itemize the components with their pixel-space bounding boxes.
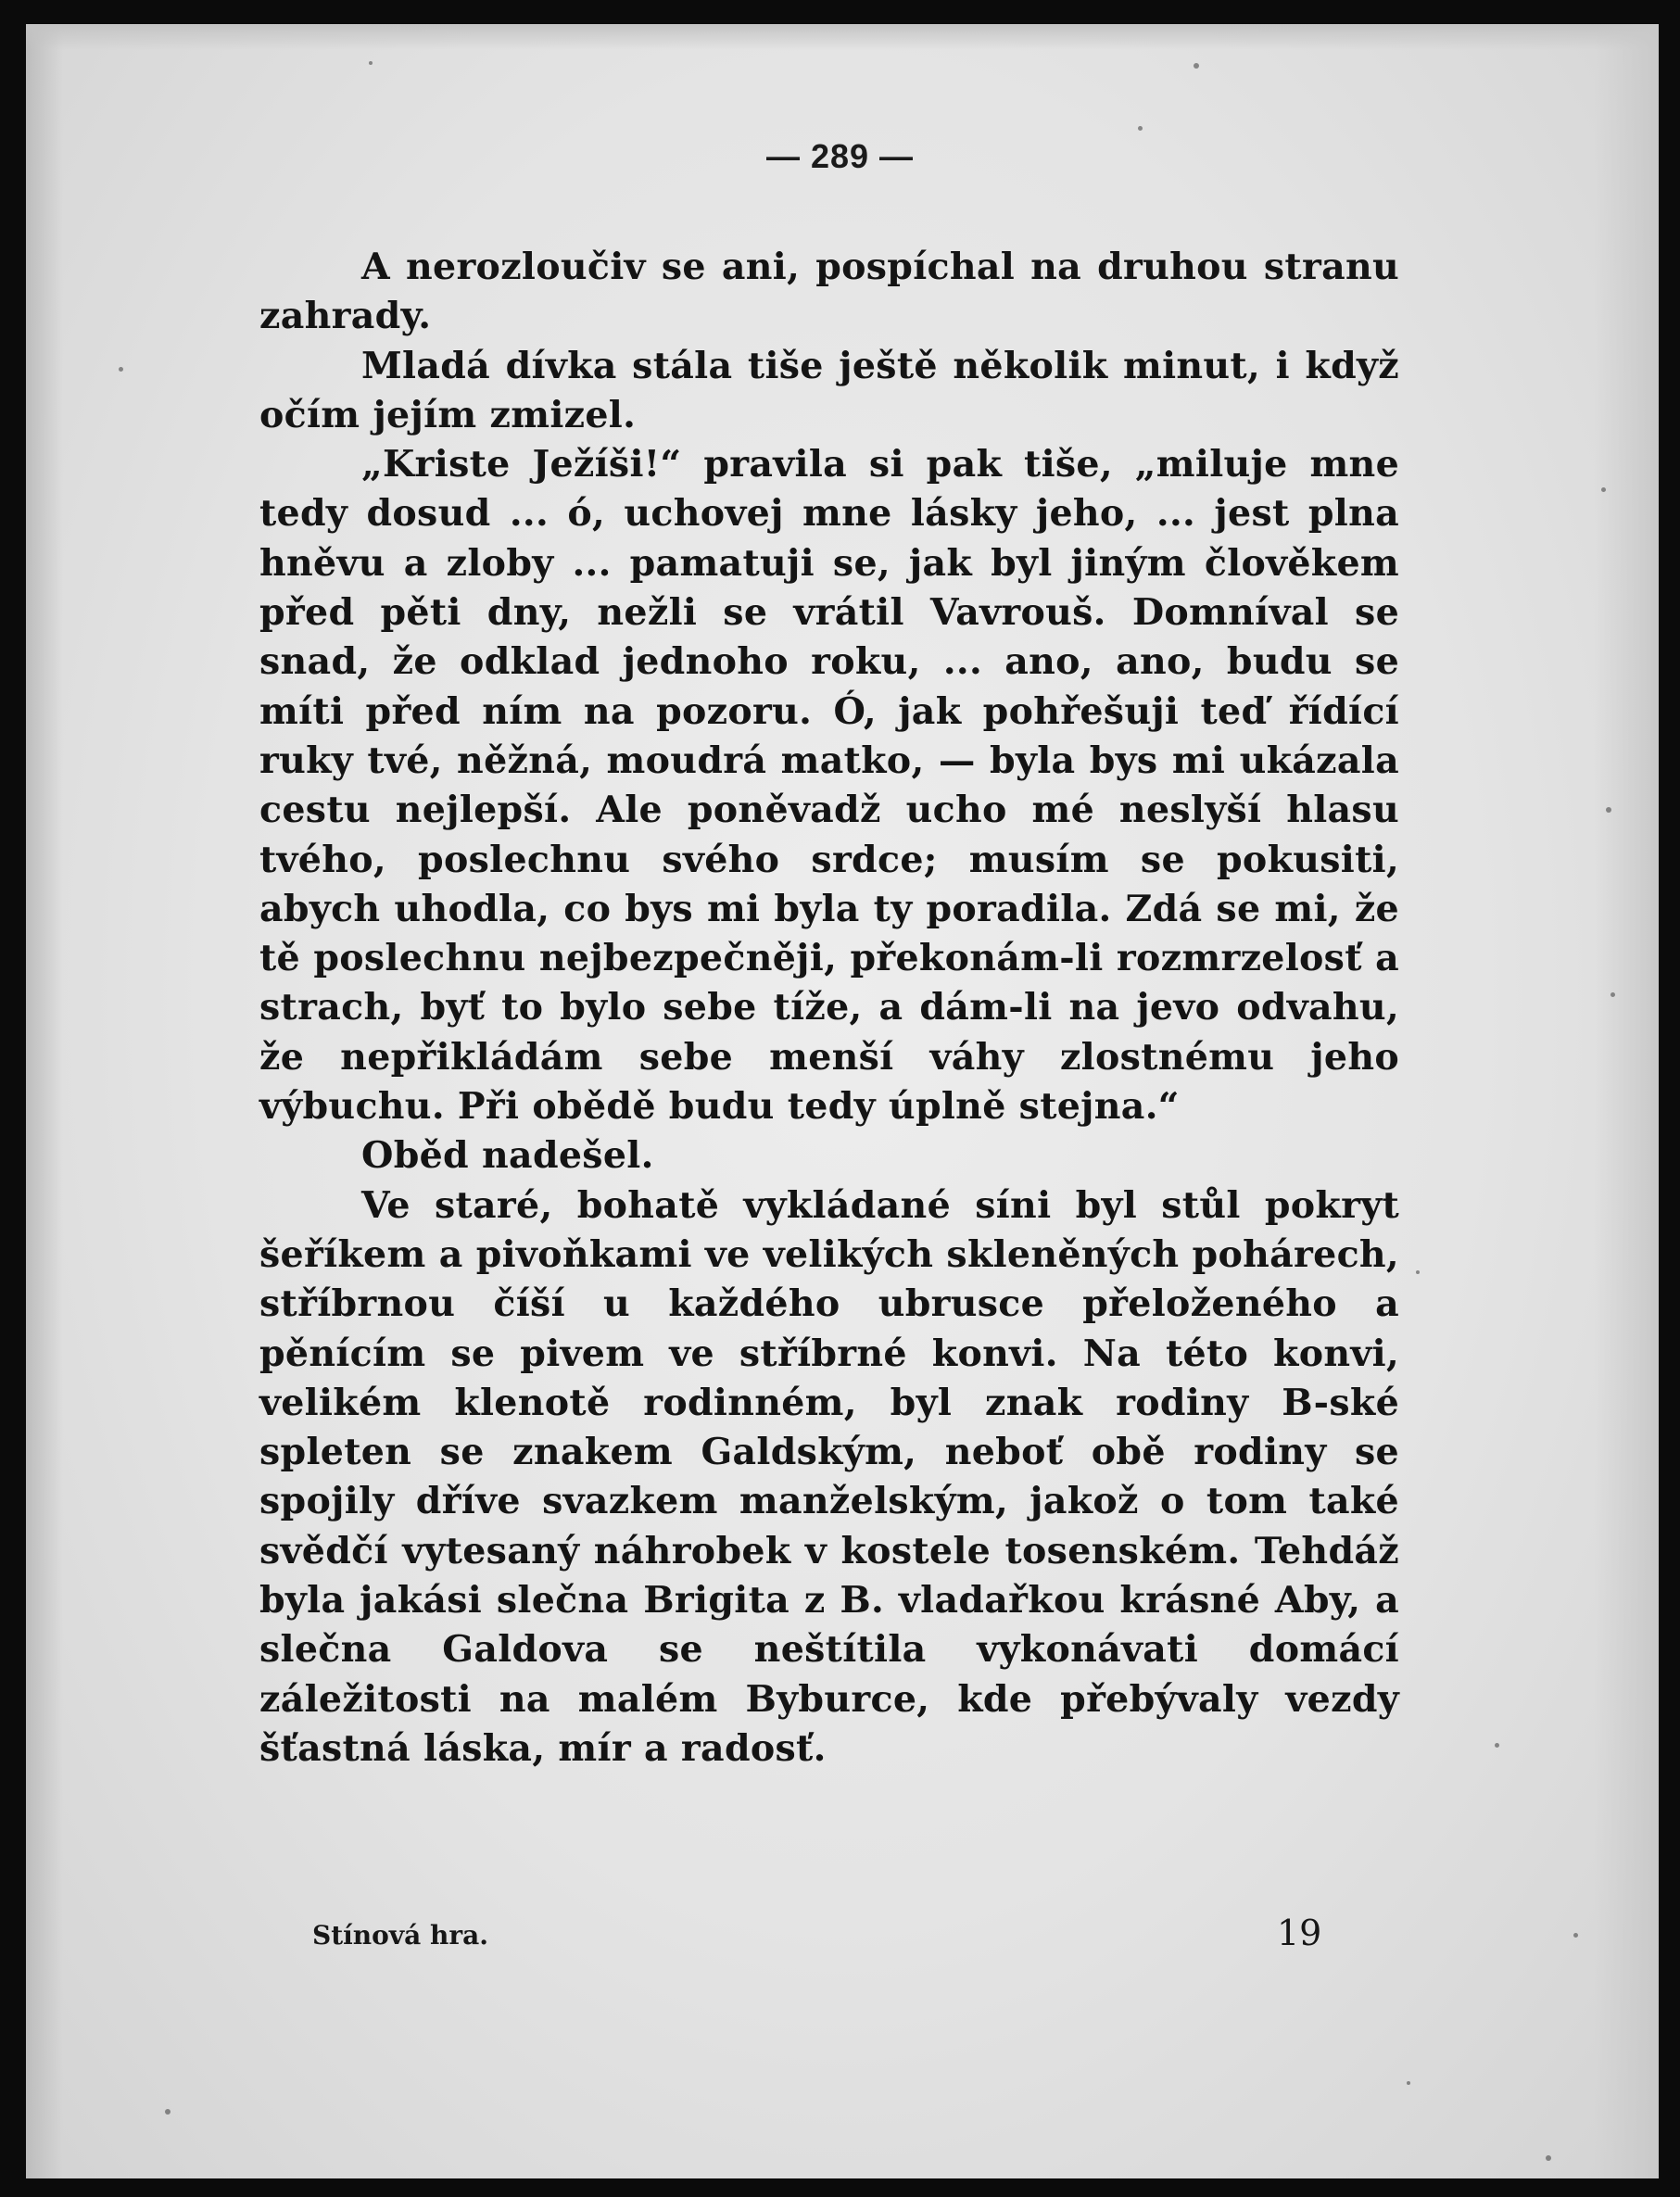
scan-speck	[1606, 807, 1611, 813]
scan-speck	[1194, 63, 1199, 69]
scan-speck	[165, 2109, 171, 2115]
scan-speck	[1416, 1270, 1420, 1274]
paragraph: A nerozloučiv se ani, pospíchal na druhou stranu zahrady.	[259, 246, 1399, 338]
scan-speck	[1138, 126, 1143, 131]
page-number: — 289 —	[765, 137, 915, 175]
paragraph: „Kriste Ježíši!“ pravila si pak tiše, „miluje mne tedy dosud ... ó, uchovej mne lásky jeho, ... jest plna hněvu a zloby ... pamatuji se, jak byl jiným člověkem před pěti dny, nežli se vrátil Vavrouš. Domníval se snad, že odklad jednoho roku, ... ano, ano, budu se míti před ním na pozoru. Ó, jak pohřešuji teď řídící ruky tvé, něžná, moudrá matko, — byla bys mi ukázala cestu nejlepší. Ale poněvadž ucho mé neslyší hlasu tvého, poslechnu svého srdce; musím se pokusiti, abych uhodla, co bys mi byla ty poradila. Zdá se mi, že tě poslechnu nejbezpečněji, překonám-li rozmrzelosť a strach, byť to bylo sebe tíže, a dám-li na jevo odvahu, že nepřikládám sebe menší váhy zlostnému jeho výbuchu. Při obědě budu tedy úplně stejna.“	[259, 443, 1399, 1129]
scan-speck	[1495, 1743, 1499, 1748]
scan-speck	[369, 61, 373, 65]
footer-signature-mark: 19	[1277, 1913, 1322, 1953]
scan-speck	[1573, 1933, 1578, 1938]
paragraph: Mladá dívka stála tiše ještě několik minut, i když očím jejím zmizel.	[259, 344, 1399, 436]
body-text	[259, 243, 1399, 1774]
paragraph: Ve staré, bohatě vykládané síni byl stůl pokryt šeříkem a pivoňkami ve velikých skleněných pohárech, stříbrnou číší u každého ubrusce přeloženého a pěnícím se pivem ve stříbrné konvi. Na této konvi, velikém klenotě rodinném, byl znak rodiny B-ské spleten se znakem Galdským, neboť obě rodiny se spojily dříve svazkem manželským, jakož o tom také svědčí vytesaný náhrobek v kostele tosenském. Tehdáž byla jakási slečna Brigita z B. vladařkou krásné Aby, a slečna Galdova se neštítila vykonávati domácí záležitosti na malém Byburce, kde přebývaly vezdy šťastná láska, mír a radosť.	[259, 1183, 1399, 1770]
scan-speck	[1407, 2081, 1410, 2085]
paper-edge-shadow-right	[1594, 24, 1659, 2178]
paper-edge-shadow-top	[26, 24, 1659, 50]
paper-edge-shadow-left	[26, 24, 63, 2178]
scan-speck	[119, 367, 123, 372]
scan-speck	[1546, 2155, 1551, 2161]
footer-book-title: Stínová hra.	[312, 1920, 488, 1951]
paragraph: Oběd nadešel.	[361, 1134, 654, 1178]
scan-speck	[1601, 487, 1606, 492]
scan-speck	[1611, 992, 1615, 997]
